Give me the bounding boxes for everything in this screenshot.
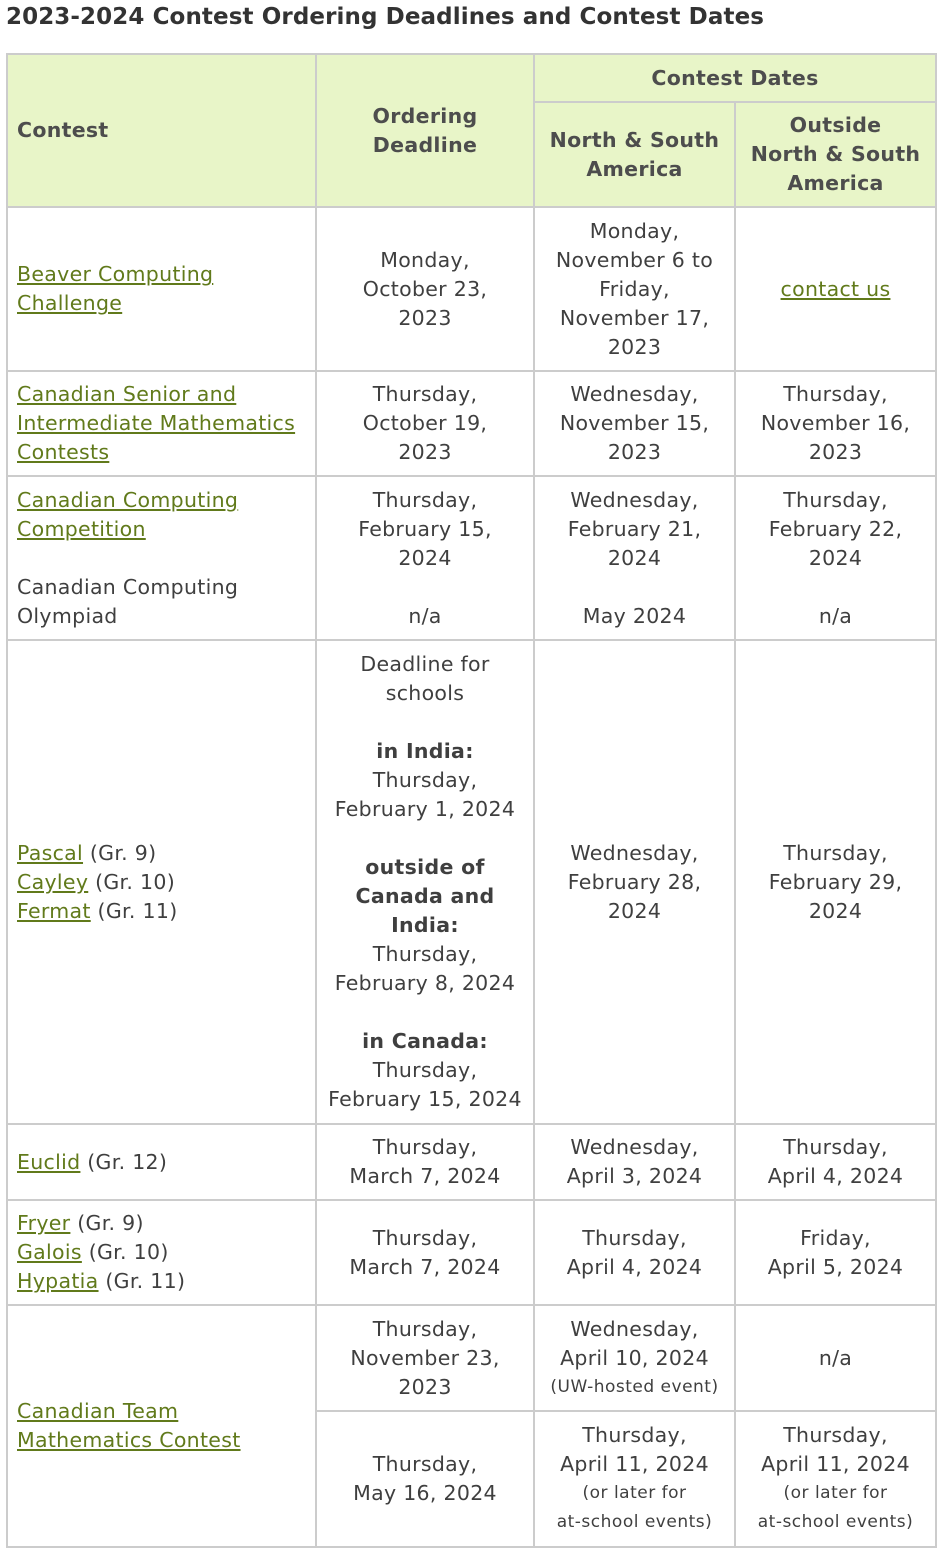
date-text: Thursday,	[372, 382, 478, 406]
date-text: February 15,	[358, 516, 492, 541]
date-text: February 15, 2024	[328, 1087, 522, 1111]
header-contest-dates: Contest Dates	[534, 54, 936, 102]
date-text: March 7, 2024	[349, 1254, 501, 1279]
link-text: Canadian Senior and	[17, 382, 237, 406]
date-text: May 16, 2024	[353, 1481, 497, 1505]
date-text: Monday,	[380, 247, 470, 272]
date-text: Thursday,	[783, 382, 888, 406]
note-text: (or later for	[783, 1483, 888, 1503]
nsa-date-cell	[534, 476, 735, 640]
spacer	[323, 708, 527, 737]
contest-cell	[7, 1305, 316, 1547]
fryer-link[interactable]: Fryer	[17, 1211, 71, 1235]
link-text: Mathematics Contest	[17, 1428, 241, 1452]
header-north-south-america	[534, 102, 735, 207]
deadline-cell	[316, 1200, 534, 1305]
deadline-text: schools	[385, 681, 465, 705]
date-text: February 22,	[768, 516, 903, 541]
date-text: November 6 to	[555, 247, 714, 272]
date-text: Thursday,	[582, 1423, 687, 1447]
header-contest: Contest	[7, 54, 316, 207]
date-text: February 28,	[567, 869, 702, 894]
date-text: 2023	[607, 334, 662, 359]
contact-us-link[interactable]: contact us	[780, 276, 891, 301]
note-text: at-school events)	[556, 1512, 713, 1532]
outside-date-cell	[735, 640, 936, 1124]
nsa-date-cell	[534, 1305, 735, 1411]
contest-line	[17, 897, 309, 926]
date-text: Thursday,	[783, 1135, 888, 1159]
table-row	[7, 476, 936, 640]
outside-date-cell	[735, 1305, 936, 1411]
date-text: Thursday,	[783, 1423, 888, 1447]
grade-text: (Gr. 11)	[90, 898, 178, 923]
region-label: outside of	[365, 855, 485, 879]
date-text: 2023	[808, 440, 863, 464]
date-text: April 11, 2024	[560, 1452, 709, 1476]
nsa-date-cell	[534, 1124, 735, 1200]
date-text: 2024	[808, 898, 863, 923]
outside-date-cell	[735, 371, 936, 476]
date-text: November 23,	[350, 1345, 500, 1370]
deadline-cell	[316, 1124, 534, 1200]
contest-line	[17, 1267, 309, 1296]
fermat-link[interactable]: Fermat	[17, 898, 91, 923]
date-text: Thursday,	[372, 487, 478, 512]
date-text: Wednesday,	[570, 840, 699, 865]
link-text: Intermediate Mathematics	[17, 411, 296, 435]
table-row	[7, 1200, 936, 1305]
beaver-computing-challenge-link[interactable]	[17, 262, 213, 315]
date-text: Friday,	[800, 1225, 871, 1250]
ctmc-link[interactable]	[17, 1399, 241, 1452]
link-text: Canadian Computing	[17, 487, 239, 512]
outside-date-cell	[735, 1411, 936, 1547]
link-text: Beaver Computing	[17, 262, 214, 286]
region-label: in India:	[376, 739, 474, 763]
table-row	[7, 371, 936, 476]
outside-date-cell	[735, 476, 936, 640]
date-text: Wednesday,	[570, 487, 699, 512]
contest-cell	[7, 1200, 316, 1305]
grade-text: (Gr. 11)	[98, 1269, 186, 1293]
note-text: (UW-hosted event)	[550, 1376, 719, 1397]
contest-line	[17, 1209, 309, 1238]
header-text: Outside	[789, 113, 882, 137]
deadline-cell	[316, 640, 534, 1124]
date-text: Wednesday,	[570, 1316, 699, 1341]
nsa-date-cell	[534, 371, 735, 476]
spacer	[323, 998, 527, 1027]
grade-text: (Gr. 9)	[70, 1211, 144, 1235]
outside-date-cell	[735, 1200, 936, 1305]
deadline-cell	[316, 1411, 534, 1547]
cco-name-text: Canadian Computing	[17, 574, 239, 599]
deadline-cell	[316, 207, 534, 371]
link-text: Contests	[17, 440, 110, 464]
date-text: Thursday,	[372, 768, 478, 792]
date-text: n/a	[408, 603, 442, 628]
date-text: 2023	[398, 1374, 452, 1399]
pascal-link[interactable]: Pascal	[17, 840, 84, 865]
contest-line	[17, 868, 309, 897]
date-text: 2024	[607, 545, 662, 570]
grade-text: (Gr. 10)	[81, 1240, 169, 1264]
header-text: America	[586, 156, 683, 181]
euclid-link[interactable]: Euclid	[17, 1149, 81, 1174]
date-text: Thursday,	[783, 487, 888, 512]
contest-line	[17, 839, 309, 868]
date-text: October 23,	[362, 276, 488, 301]
date-text: 2023	[607, 440, 662, 464]
date-text: Thursday,	[372, 1135, 478, 1159]
date-text: April 3, 2024	[566, 1164, 703, 1188]
table-row	[7, 1305, 936, 1411]
note-text: at-school events)	[757, 1512, 914, 1532]
spacer	[323, 824, 527, 853]
link-text: Canadian Team	[17, 1399, 179, 1423]
date-text: October 19,	[362, 411, 488, 435]
date-text: February 8, 2024	[334, 971, 516, 995]
region-label: Canada and	[355, 884, 495, 908]
date-text: Thursday,	[372, 942, 478, 966]
contest-cell	[7, 207, 316, 371]
header-ordering-deadline	[316, 54, 534, 207]
header-text: Deadline	[372, 132, 478, 157]
date-text: Thursday,	[582, 1225, 687, 1250]
date-text: April 10, 2024	[560, 1345, 709, 1370]
date-text: Wednesday,	[570, 1135, 699, 1159]
cco-name-text: Olympiad	[17, 603, 118, 628]
contest-cell	[7, 371, 316, 476]
note-text: (or later for	[582, 1483, 687, 1503]
date-text: 2023	[398, 440, 452, 464]
date-text: n/a	[818, 603, 853, 628]
date-text: March 7, 2024	[349, 1164, 501, 1188]
date-text: Thursday,	[372, 1316, 478, 1341]
date-text: November 17,	[559, 305, 710, 330]
header-text: America	[787, 171, 884, 195]
link-text: Challenge	[17, 291, 123, 315]
date-text: February 21,	[567, 516, 702, 541]
grade-text: (Gr. 10)	[88, 869, 176, 894]
date-text: April 4, 2024	[767, 1164, 904, 1188]
nsa-date-cell	[534, 1200, 735, 1305]
contest-line	[17, 1238, 309, 1267]
spacer	[541, 573, 728, 602]
header-text: North & South	[750, 142, 921, 166]
hypatia-link[interactable]: Hypatia	[17, 1269, 99, 1293]
outside-date-cell	[735, 1124, 936, 1200]
date-text: April 11, 2024	[761, 1452, 910, 1476]
region-label: India:	[391, 913, 459, 937]
date-text: 2024	[808, 545, 863, 570]
outside-date-cell	[735, 207, 936, 371]
date-text: 2023	[398, 305, 452, 330]
nsa-date-cell	[534, 640, 735, 1124]
date-text: Thursday,	[783, 840, 888, 865]
contest-cell	[7, 1124, 316, 1200]
deadline-cell	[316, 476, 534, 640]
date-text: n/a	[818, 1345, 853, 1370]
date-text: Wednesday,	[570, 382, 699, 406]
deadline-cell	[316, 371, 534, 476]
date-text: Thursday,	[372, 1225, 478, 1250]
grade-text: (Gr. 9)	[83, 840, 157, 865]
date-text: Monday,	[589, 218, 680, 243]
date-text: 2024	[398, 545, 452, 570]
csimc-link[interactable]	[17, 382, 295, 464]
deadline-cell	[316, 1305, 534, 1411]
date-text: Friday,	[599, 276, 670, 301]
date-text: November 16,	[760, 411, 911, 435]
contest-cell	[7, 640, 316, 1124]
date-text: February 1, 2024	[334, 797, 516, 821]
contest-table	[6, 53, 937, 1548]
spacer	[742, 573, 929, 602]
date-text: November 15,	[559, 411, 710, 435]
deadline-text: Deadline for	[360, 652, 490, 676]
galois-link[interactable]: Galois	[17, 1240, 82, 1264]
date-text: 2024	[607, 898, 662, 923]
nsa-date-cell	[534, 207, 735, 371]
date-text: May 2024	[582, 603, 687, 628]
date-text: April 5, 2024	[767, 1254, 904, 1279]
link-text: Competition	[17, 516, 146, 541]
header-text: North & South	[549, 127, 720, 152]
table-row	[7, 1124, 936, 1200]
date-text: February 29,	[768, 869, 903, 894]
spacer	[17, 544, 309, 573]
date-text: April 4, 2024	[566, 1254, 703, 1279]
page-title: 2023-2024 Contest Ordering Deadlines and Contest Dates	[6, 4, 765, 30]
header-text: Ordering	[372, 103, 478, 128]
cayley-link[interactable]: Cayley	[17, 869, 89, 894]
region-label: in Canada:	[362, 1029, 488, 1053]
date-text: Thursday,	[372, 1452, 478, 1476]
contest-cell	[7, 476, 316, 640]
table-row	[7, 640, 936, 1124]
grade-text: (Gr. 12)	[80, 1149, 168, 1174]
ccc-link[interactable]	[17, 488, 238, 541]
header-outside-america	[735, 102, 936, 207]
spacer	[323, 573, 527, 602]
date-text: Thursday,	[372, 1058, 478, 1082]
nsa-date-cell	[534, 1411, 735, 1547]
table-row	[7, 207, 936, 371]
